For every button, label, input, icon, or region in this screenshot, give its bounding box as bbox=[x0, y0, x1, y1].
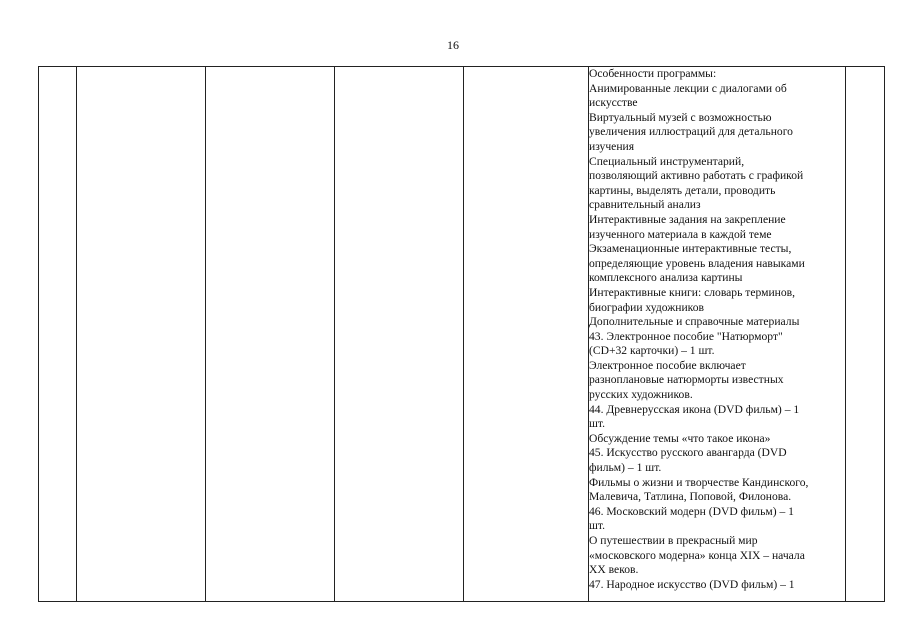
content-line: картины, выделять детали, проводить bbox=[589, 183, 776, 197]
content-line: Виртуальный музей с возможностью bbox=[589, 110, 772, 124]
content-line: 43. Электронное пособие "Натюрморт" bbox=[589, 329, 783, 343]
content-line: разноплановые натюрморты известных bbox=[589, 373, 784, 387]
content-line: Фильмы о жизни и творчестве Кандинского, bbox=[589, 475, 809, 489]
content-line: биографии художников bbox=[589, 300, 704, 314]
table-cell-col3 bbox=[206, 67, 335, 602]
content-line: Обсуждение темы «что такое икона» bbox=[589, 431, 771, 445]
content-line: Малевича, Татлина, Поповой, Филонова. bbox=[589, 490, 792, 504]
content-line: сравнительный анализ bbox=[589, 198, 701, 212]
page-number: 16 bbox=[447, 38, 459, 52]
table-row bbox=[39, 67, 885, 602]
table-cell-col4 bbox=[335, 67, 464, 602]
table-cell-col7 bbox=[846, 67, 885, 602]
table-cell-col1 bbox=[39, 67, 77, 602]
content-line: изученного материала в каждой теме bbox=[589, 227, 772, 241]
resources-table bbox=[38, 66, 885, 602]
content-line: Дополнительные и справочные материалы bbox=[589, 315, 800, 329]
content-line: шт. bbox=[589, 417, 606, 431]
content-line: Электронное пособие включает bbox=[589, 358, 746, 372]
table-cell-description bbox=[589, 67, 846, 602]
content-line: 45. Искусство русского авангарда (DVD bbox=[589, 446, 787, 460]
content-line: 44. Древнерусская икона (DVD фильм) – 1 bbox=[589, 402, 800, 416]
content-line: изучения bbox=[589, 139, 635, 153]
content-line: искусстве bbox=[589, 96, 638, 110]
content-line: 47. Народное искусство (DVD фильм) – 1 bbox=[589, 577, 795, 591]
content-line: фильм) – 1 шт. bbox=[589, 461, 662, 475]
content-line: Интерактивные книги: словарь терминов, bbox=[589, 285, 796, 299]
content-line: русских художников. bbox=[589, 388, 693, 402]
table-cell-col5 bbox=[464, 67, 589, 602]
content-line: Интерактивные задания на закрепление bbox=[589, 212, 786, 226]
content-line: позволяющий активно работать с графикой bbox=[589, 169, 804, 183]
content-line: Специальный инструментарий, bbox=[589, 154, 745, 168]
content-line: 46. Московский модерн (DVD фильм) – 1 bbox=[589, 504, 794, 518]
content-line: определяющие уровень владения навыками bbox=[589, 256, 805, 270]
content-line: (CD+32 карточки) – 1 шт. bbox=[589, 344, 715, 358]
content-line: комплексного анализа картины bbox=[589, 271, 743, 285]
content-line: XX веков. bbox=[589, 563, 639, 577]
content-line: Особенности программы: bbox=[589, 67, 717, 80]
content-line: Анимированные лекции с диалогами об bbox=[589, 81, 787, 95]
content-line: О путешествии в прекрасный мир bbox=[589, 534, 758, 547]
content-line: шт. bbox=[589, 519, 606, 533]
table-cell-col2 bbox=[77, 67, 206, 602]
content-line: «московского модерна» конца XIX – начала bbox=[589, 548, 805, 562]
content-line: увеличения иллюстраций для детального bbox=[589, 125, 793, 139]
content-line: Экзаменационные интерактивные тесты, bbox=[589, 242, 792, 256]
description-lines bbox=[589, 67, 845, 592]
